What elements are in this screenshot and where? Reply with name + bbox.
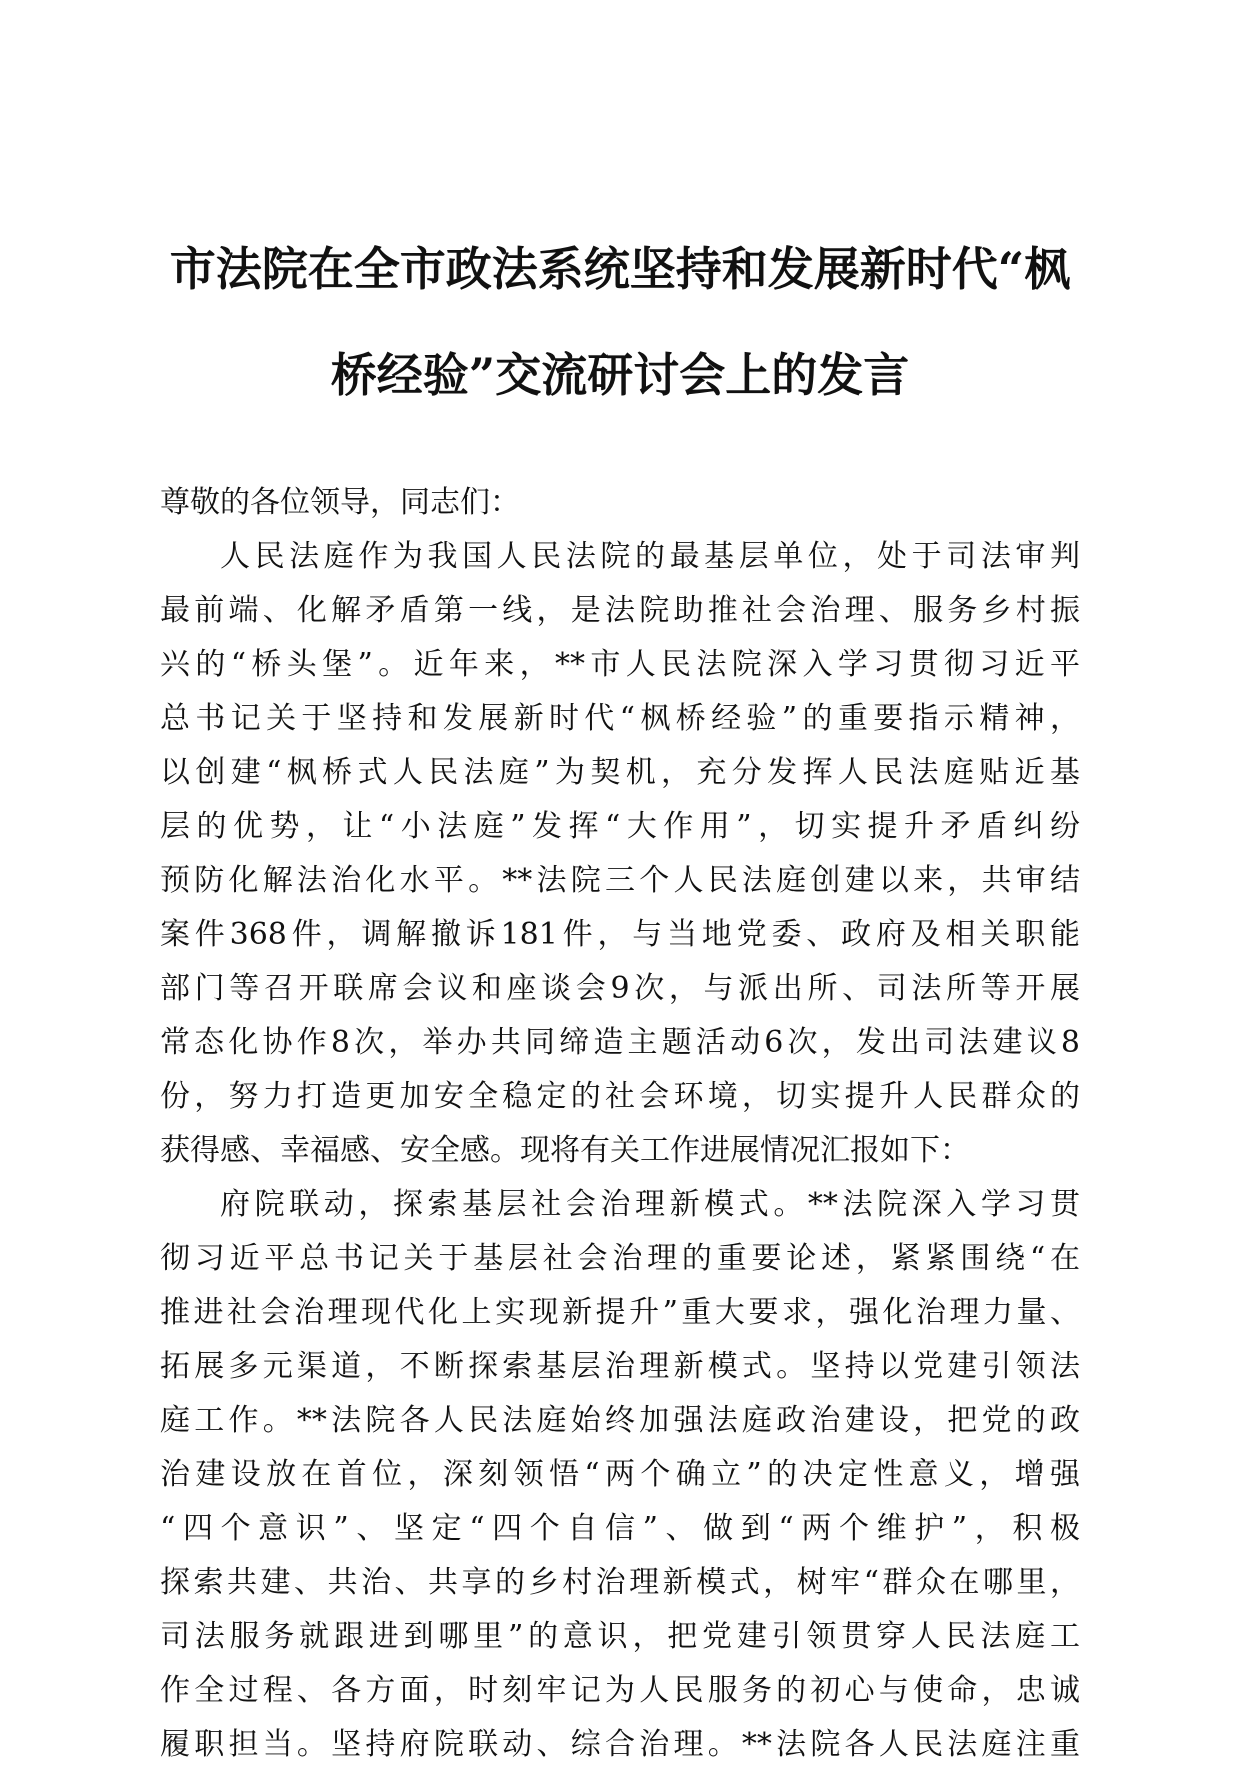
body-line: 作全过程、各方面，时刻牢记为人民服务的初心与使命，忠诚 (160, 1673, 1080, 1708)
title-line-1: 市法院在全市政法系统坚持和发展新时代“枫 (169, 242, 1071, 296)
body-line: 探索共建、共治、共享的乡村治理新模式，树牢“群众在哪里， (160, 1565, 1080, 1600)
title-line-2: 桥经验”交流研讨会上的发言 (330, 348, 910, 402)
body-line: 司法服务就跟进到哪里”的意识，把党建引领贯穿人民法庭工 (160, 1619, 1080, 1654)
body-line: 案件368件，调解撤诉181件，与当地党委、政府及相关职能 (160, 917, 1080, 952)
body-line: “四个意识”、坚定“四个自信”、做到“两个维护”，积极 (160, 1511, 1080, 1546)
body-line: 份，努力打造更加安全稳定的社会环境，切实提升人民群众的 (160, 1079, 1080, 1114)
body-line: 预防化解法治化水平。**法院三个人民法庭创建以来，共审结 (160, 863, 1080, 898)
body-line: 府院联动，探索基层社会治理新模式。**法院深入学习贯 (220, 1187, 1080, 1222)
body-line: 常态化协作8次，举办共同缔造主题活动6次，发出司法建议8 (160, 1025, 1080, 1060)
body-line: 总书记关于坚持和发展新时代“枫桥经验”的重要指示精神， (160, 701, 1080, 736)
body-line: 推进社会治理现代化上实现新提升”重大要求，强化治理力量、 (160, 1295, 1080, 1330)
document-title (150, 216, 1090, 428)
body-line: 拓展多元渠道，不断探索基层治理新模式。坚持以党建引领法 (160, 1349, 1080, 1384)
body-line: 履职担当。坚持府院联动、综合治理。**法院各人民法庭注重 (160, 1727, 1080, 1762)
body-line: 层的优势，让“小法庭”发挥“大作用”，切实提升矛盾纠纷 (160, 809, 1080, 844)
document-body (160, 476, 1080, 1772)
body-line: 庭工作。**法院各人民法庭始终加强法庭政治建设，把党的政 (160, 1403, 1080, 1438)
body-line: 尊敬的各位领导，同志们： (160, 485, 520, 520)
body-line: 最前端、化解矛盾第一线，是法院助推社会治理、服务乡村振 (160, 593, 1080, 628)
body-line: 获得感、幸福感、安全感。现将有关工作进展情况汇报如下： (160, 1133, 970, 1168)
body-line: 兴的“桥头堡”。近年来，**市人民法院深入学习贯彻习近平 (160, 647, 1080, 682)
body-line: 治建设放在首位，深刻领悟“两个确立”的决定性意义，增强 (160, 1457, 1080, 1492)
body-line: 彻习近平总书记关于基层社会治理的重要论述，紧紧围绕“在 (160, 1241, 1080, 1276)
body-line: 以创建“枫桥式人民法庭”为契机，充分发挥人民法庭贴近基 (160, 755, 1080, 790)
body-line: 人民法庭作为我国人民法院的最基层单位，处于司法审判 (220, 539, 1080, 574)
body-line: 部门等召开联席会议和座谈会9次，与派出所、司法所等开展 (160, 971, 1080, 1006)
